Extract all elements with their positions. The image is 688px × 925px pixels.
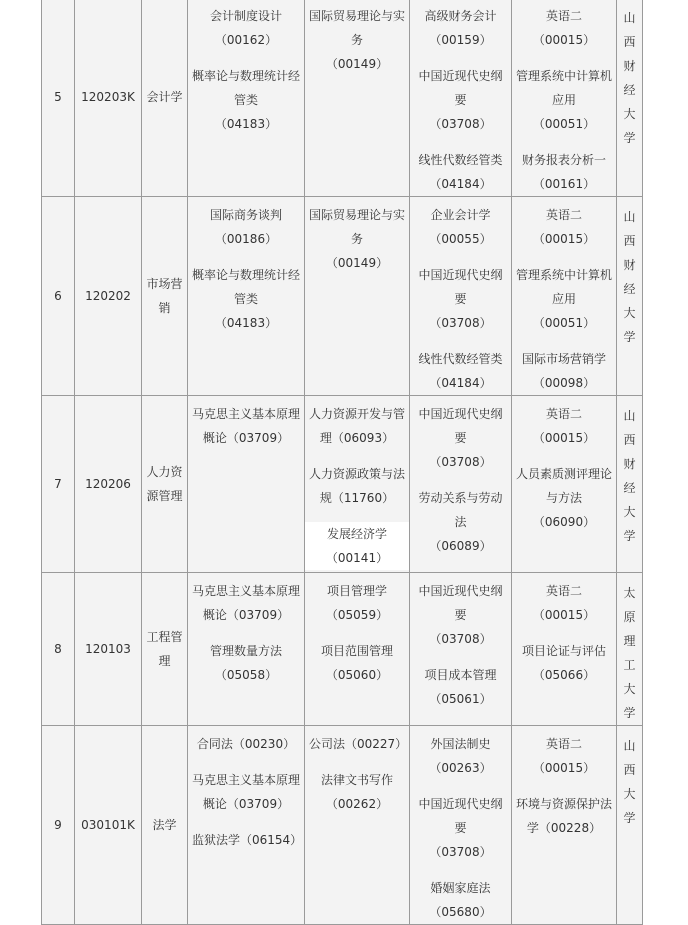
school-cell	[617, 573, 643, 726]
major-code-cell-text: 120202	[85, 289, 131, 303]
major-code-cell	[75, 396, 142, 573]
course-entry	[410, 148, 511, 196]
course-name: 马克思主义基本原理概论（03709）	[192, 773, 301, 811]
major-name-cell-text: 人力资源管理	[146, 465, 183, 503]
course-cell-1	[188, 573, 305, 726]
course-code: （00051）	[532, 316, 596, 330]
course-code: （03708）	[429, 632, 492, 646]
course-cell-3	[410, 396, 512, 573]
course-code: （03708）	[429, 117, 492, 131]
course-entry	[305, 4, 409, 76]
course-entry	[512, 64, 616, 136]
course-entry	[188, 768, 304, 816]
course-name: 概率论与数理统计经管类	[192, 268, 301, 306]
course-code: （00262）	[325, 797, 389, 811]
course-code: （00149）	[325, 256, 389, 270]
course-entry	[410, 732, 511, 780]
course-entry	[410, 876, 511, 924]
course-entry	[512, 203, 616, 251]
course-name: 项目成本管理	[424, 668, 497, 682]
course-name: 管理系统中计算机应用	[516, 69, 613, 107]
course-name: 中国近现代史纲要	[418, 407, 503, 445]
course-name: 线性代数经管类	[418, 352, 503, 366]
course-entry	[410, 663, 511, 711]
school-cell	[617, 726, 643, 925]
table-row	[42, 396, 643, 573]
course-entry	[305, 579, 409, 627]
course-entry	[305, 462, 409, 510]
major-name-cell-text: 工程管理	[146, 630, 183, 668]
course-code: （04184）	[429, 177, 492, 191]
row-number-cell	[42, 197, 75, 396]
course-code: （00141）	[325, 551, 389, 565]
course-code: （00015）	[532, 33, 596, 47]
course-name: 线性代数经管类	[418, 153, 503, 167]
course-name: 企业会计学	[430, 208, 491, 222]
course-code: （06089）	[429, 539, 492, 553]
course-name: 监狱法学（06154）	[192, 833, 303, 847]
course-entry	[410, 579, 511, 651]
course-cell-4	[512, 0, 617, 197]
major-code-cell	[75, 573, 142, 726]
major-code-cell	[75, 0, 142, 197]
row-number-cell-text: 9	[54, 818, 62, 832]
course-entry	[410, 486, 511, 558]
course-entry	[512, 402, 616, 450]
course-name: 财务报表分析一	[521, 153, 606, 167]
course-name: 管理系统中计算机应用	[516, 268, 613, 306]
course-name: 公司法（00227）	[309, 737, 408, 751]
row-number-cell-text: 6	[54, 289, 62, 303]
course-entry	[188, 263, 304, 335]
course-name: 项目管理学	[326, 584, 387, 598]
course-entry	[188, 4, 304, 52]
course-name: 概率论与数理统计经管类	[192, 69, 301, 107]
course-entry	[410, 263, 511, 335]
course-name: 高级财务会计	[424, 9, 497, 23]
row-number-cell	[42, 726, 75, 925]
course-entry	[188, 828, 304, 852]
course-code: （03708）	[429, 455, 492, 469]
course-entry	[410, 402, 511, 474]
course-name: 国际贸易理论与实务	[309, 208, 406, 246]
row-number-cell-text: 5	[54, 90, 62, 104]
course-entry	[188, 639, 304, 687]
course-entry	[305, 732, 409, 756]
course-cell-4	[512, 396, 617, 573]
course-code: （03708）	[429, 845, 492, 859]
course-code: （05680）	[429, 905, 492, 919]
major-name-cell	[142, 0, 188, 197]
course-name: 中国近现代史纲要	[418, 69, 503, 107]
course-name: 婚姻家庭法	[430, 881, 491, 895]
school-cell	[617, 0, 643, 197]
course-name: 国际贸易理论与实务	[309, 9, 406, 47]
major-code-cell-text: 120103	[85, 642, 131, 656]
row-number-cell	[42, 573, 75, 726]
course-name: 英语二	[545, 584, 582, 598]
course-cell-1	[188, 0, 305, 197]
table-row	[42, 726, 643, 925]
major-name-cell	[142, 726, 188, 925]
row-number-cell-text: 8	[54, 642, 62, 656]
course-name: 项目论证与评估	[521, 644, 606, 658]
course-code: （04183）	[214, 117, 278, 131]
course-entry	[512, 347, 616, 395]
course-cell-4	[512, 726, 617, 925]
course-entry	[410, 64, 511, 136]
course-code: （00015）	[532, 608, 596, 622]
course-code: （00015）	[532, 761, 596, 775]
major-code-cell	[75, 726, 142, 925]
course-name: 国际商务谈判	[209, 208, 282, 222]
major-name-cell	[142, 197, 188, 396]
course-code: （05061）	[429, 692, 492, 706]
course-name: 人力资源开发与管理（06093）	[309, 407, 406, 445]
course-entry	[512, 732, 616, 780]
row-number-cell	[42, 396, 75, 573]
row-number-cell	[42, 0, 75, 197]
course-code: （00159）	[429, 33, 492, 47]
course-name: 中国近现代史纲要	[418, 797, 503, 835]
course-code: （00161）	[532, 177, 596, 191]
course-cell-3	[410, 573, 512, 726]
school-name: 太原理工大学	[623, 586, 636, 720]
course-entry	[512, 579, 616, 627]
school-cell	[617, 396, 643, 573]
course-name: 合同法（00230）	[196, 737, 296, 751]
course-entry	[305, 639, 409, 687]
course-entry	[188, 203, 304, 251]
course-entry	[188, 402, 304, 450]
row-number-cell-text: 7	[54, 477, 62, 491]
course-entry	[410, 4, 511, 52]
course-cell-3	[410, 0, 512, 197]
table-row	[42, 197, 643, 396]
course-entry	[188, 579, 304, 627]
course-entry	[410, 347, 511, 395]
course-name: 英语二	[545, 737, 582, 751]
school-name: 山西财经大学	[623, 210, 636, 344]
course-name: 马克思主义基本原理概论（03709）	[192, 584, 301, 622]
course-entry	[512, 263, 616, 335]
course-entry	[305, 203, 409, 275]
course-entry	[512, 148, 616, 196]
course-code: （00015）	[532, 232, 596, 246]
course-code: （05059）	[325, 608, 389, 622]
table-row	[42, 573, 643, 726]
school-name: 山西财经大学	[623, 409, 636, 543]
course-name: 外国法制史	[430, 737, 491, 751]
major-name-cell-text: 法学	[152, 818, 177, 832]
course-code: （00098）	[532, 376, 596, 390]
course-cell-3	[410, 726, 512, 925]
course-name: 劳动关系与劳动法	[418, 491, 503, 529]
course-cell-1	[188, 197, 305, 396]
course-code: （00162）	[214, 33, 278, 47]
major-code-cell-text: 030101K	[81, 818, 135, 832]
course-name: 会计制度设计	[209, 9, 282, 23]
course-entry	[305, 522, 409, 570]
major-name-cell	[142, 573, 188, 726]
course-code: （00186）	[214, 232, 278, 246]
course-name: 环境与资源保护法学（00228）	[516, 797, 613, 835]
school-name: 山西大学	[623, 739, 636, 825]
course-entry	[188, 732, 304, 756]
course-code: （00263）	[429, 761, 492, 775]
course-entry	[512, 639, 616, 687]
course-name: 人力资源政策与法规（11760）	[309, 467, 406, 505]
major-code-cell-text: 120203K	[81, 90, 135, 104]
course-cell-2	[305, 573, 410, 726]
course-cell-2	[305, 197, 410, 396]
course-code: （04184）	[429, 376, 492, 390]
school-cell	[617, 197, 643, 396]
course-entry	[410, 203, 511, 251]
major-name-cell-text: 会计学	[146, 90, 183, 104]
course-name: 英语二	[545, 208, 582, 222]
course-code: （05058）	[214, 668, 278, 682]
course-name: 中国近现代史纲要	[418, 268, 503, 306]
course-cell-4	[512, 573, 617, 726]
course-name: 马克思主义基本原理概论（03709）	[192, 407, 301, 445]
course-name: 中国近现代史纲要	[418, 584, 503, 622]
course-code: （00051）	[532, 117, 596, 131]
course-cell-4	[512, 197, 617, 396]
course-name: 人员素质测评理论与方法	[516, 467, 613, 505]
course-entry	[305, 402, 409, 450]
course-code: （03708）	[429, 316, 492, 330]
course-name: 项目范围管理	[320, 644, 393, 658]
course-cell-2	[305, 726, 410, 925]
school-name: 山西财经大学	[623, 11, 636, 145]
major-name-cell-text: 市场营销	[146, 277, 183, 315]
course-cell-3	[410, 197, 512, 396]
course-cell-1	[188, 396, 305, 573]
course-name: 管理数量方法	[209, 644, 282, 658]
course-code: （00055）	[429, 232, 492, 246]
course-name: 英语二	[545, 9, 582, 23]
course-cell-2	[305, 0, 410, 197]
course-entry	[305, 768, 409, 816]
course-name: 英语二	[545, 407, 582, 421]
course-code: （00015）	[532, 431, 596, 445]
course-code: （04183）	[214, 316, 278, 330]
course-code: （00149）	[325, 57, 389, 71]
major-code-cell	[75, 197, 142, 396]
major-code-cell-text: 120206	[85, 477, 131, 491]
course-code: （05066）	[532, 668, 596, 682]
course-name: 发展经济学	[326, 527, 387, 541]
course-code: （06090）	[532, 515, 596, 529]
course-entry	[512, 792, 616, 840]
course-entry	[410, 792, 511, 864]
course-cell-2	[305, 396, 410, 573]
course-entry	[512, 462, 616, 534]
table-row	[42, 0, 643, 197]
course-cell-1	[188, 726, 305, 925]
course-name: 国际市场营销学	[521, 352, 606, 366]
exam-schedule-table	[41, 0, 643, 925]
course-code: （05060）	[325, 668, 389, 682]
major-name-cell	[142, 396, 188, 573]
course-entry	[512, 4, 616, 52]
course-name: 法律文书写作	[320, 773, 393, 787]
course-entry	[188, 64, 304, 136]
